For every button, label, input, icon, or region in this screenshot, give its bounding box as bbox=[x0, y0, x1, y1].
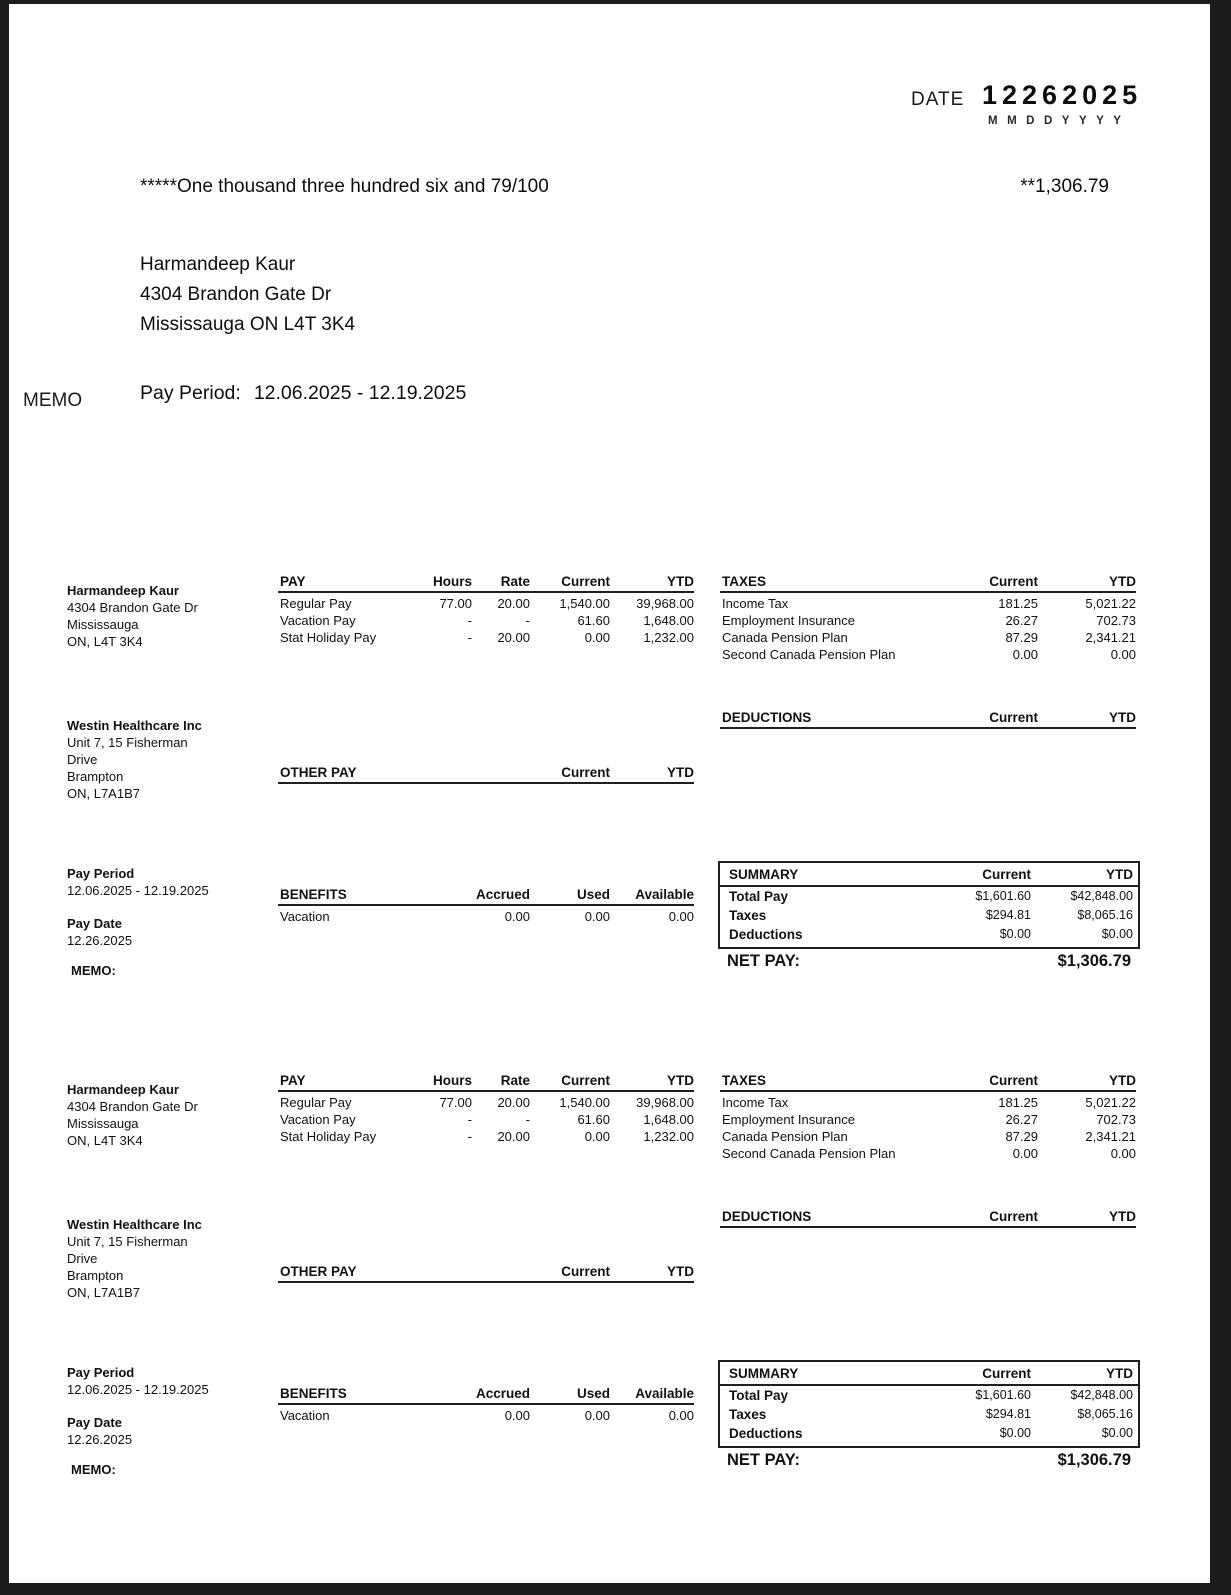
col-available: Available bbox=[635, 1386, 694, 1401]
pay-table bbox=[278, 1073, 694, 1145]
col-used: Used bbox=[576, 1386, 610, 1401]
taxes-table bbox=[720, 574, 1136, 663]
col-current: Current bbox=[989, 1209, 1038, 1224]
col-used: Used bbox=[576, 887, 610, 902]
net-pay-value: $1,306.79 bbox=[1057, 952, 1131, 970]
employer-street: Unit 7, 15 Fisherman bbox=[67, 735, 188, 750]
memo-label: MEMO bbox=[23, 390, 83, 411]
taxes-table-header bbox=[720, 1073, 1136, 1092]
pay-table-title: PAY bbox=[280, 574, 306, 589]
col-hours: Hours bbox=[432, 574, 472, 589]
benefits-table-title: BENEFITS bbox=[280, 887, 347, 902]
pay-table-title: PAY bbox=[280, 1073, 306, 1088]
col-current: Current bbox=[989, 710, 1038, 725]
table-row: Vacation 0.00 0.00 0.00 bbox=[280, 1408, 694, 1423]
stub-pay-period-label: Pay Period bbox=[67, 1365, 135, 1380]
table-row: Canada Pension Plan 87.29 2,341.21 bbox=[722, 1129, 1136, 1144]
summary-table bbox=[718, 861, 1140, 949]
other-pay-table bbox=[278, 765, 694, 784]
stub-employee-address bbox=[67, 1081, 198, 1149]
employee-city: Mississauga bbox=[67, 617, 139, 632]
stub-employer-address bbox=[67, 717, 202, 802]
employer-province: ON, L7A1B7 bbox=[67, 786, 140, 801]
deductions-table bbox=[720, 1209, 1136, 1228]
col-accrued: Accrued bbox=[475, 887, 530, 902]
table-row: Vacation Pay - - 61.60 1,648.00 bbox=[280, 613, 694, 628]
table-row: Income Tax 181.25 5,021.22 bbox=[722, 1095, 1136, 1110]
col-current: Current bbox=[989, 574, 1038, 589]
date-label: DATE bbox=[911, 89, 965, 110]
pay-table bbox=[278, 574, 694, 646]
employee-city: Mississauga bbox=[67, 1116, 139, 1131]
stub-pay-date-value: 12.26.2025 bbox=[67, 1432, 133, 1447]
net-pay-row bbox=[718, 952, 1136, 971]
amount-numeric: **1,306.79 bbox=[1020, 176, 1109, 197]
col-current: Current bbox=[982, 1366, 1031, 1381]
summary-title: SUMMARY bbox=[729, 1366, 799, 1381]
col-ytd: YTD bbox=[1106, 867, 1133, 882]
table-row: Stat Holiday Pay - 20.00 0.00 1,232.00 bbox=[280, 1129, 694, 1144]
pay-stub bbox=[0, 560, 1231, 990]
amount-in-words: *****One thousand three hundred six and 79/100 bbox=[140, 176, 549, 197]
table-row: Canada Pension Plan 87.29 2,341.21 bbox=[722, 630, 1136, 645]
payee-name: Harmandeep Kaur bbox=[140, 254, 296, 275]
deductions-table-title: DEDUCTIONS bbox=[722, 710, 812, 725]
summary-row-deductions: Deductions $0.00 $0.00 bbox=[729, 1426, 1133, 1441]
net-pay-value: $1,306.79 bbox=[1057, 1451, 1131, 1469]
col-current: Current bbox=[561, 1073, 610, 1088]
employer-street: Unit 7, 15 Fisherman bbox=[67, 1234, 188, 1249]
payee-city: Mississauga ON L4T 3K4 bbox=[140, 314, 356, 335]
benefits-table-title: BENEFITS bbox=[280, 1386, 347, 1401]
pay-table-header bbox=[278, 1073, 694, 1092]
col-current: Current bbox=[982, 867, 1031, 882]
employer-city: Brampton bbox=[67, 1268, 124, 1283]
net-pay-label: NET PAY: bbox=[727, 952, 801, 970]
col-current: Current bbox=[989, 1073, 1038, 1088]
pay-period-label: Pay Period: bbox=[140, 382, 241, 404]
net-pay-label: NET PAY: bbox=[727, 1451, 801, 1469]
col-rate: Rate bbox=[500, 1073, 530, 1088]
taxes-table-title: TAXES bbox=[722, 574, 767, 589]
table-row: Regular Pay 77.00 20.00 1,540.00 39,968.00 bbox=[280, 1095, 694, 1110]
table-row: Second Canada Pension Plan 0.00 0.00 bbox=[722, 1146, 1136, 1161]
other-pay-table-title: OTHER PAY bbox=[280, 1264, 357, 1279]
col-ytd: YTD bbox=[1109, 710, 1136, 725]
date-format-mask: MMDDYYYY bbox=[988, 115, 1131, 127]
employee-name: Harmandeep Kaur bbox=[67, 1082, 179, 1097]
summary-row-taxes: Taxes $294.81 $8,065.16 bbox=[729, 1407, 1133, 1422]
stub-employee-address bbox=[67, 582, 198, 650]
net-pay-row bbox=[718, 1451, 1136, 1470]
stub-pay-period-value: 12.06.2025 - 12.19.2025 bbox=[67, 1382, 209, 1397]
employer-city: Brampton bbox=[67, 769, 124, 784]
col-available: Available bbox=[635, 887, 694, 902]
stub-pay-date-label: Pay Date bbox=[67, 1415, 122, 1430]
deductions-table-header bbox=[720, 1209, 1136, 1228]
summary-title: SUMMARY bbox=[729, 867, 799, 882]
stub-employer-address bbox=[67, 1216, 202, 1301]
pay-period-line bbox=[140, 382, 466, 405]
table-row: Employment Insurance 26.27 702.73 bbox=[722, 613, 1136, 628]
payee-street: 4304 Brandon Gate Dr bbox=[140, 284, 332, 305]
col-ytd: YTD bbox=[667, 1073, 694, 1088]
col-rate: Rate bbox=[500, 574, 530, 589]
col-ytd: YTD bbox=[667, 1264, 694, 1279]
date-value: 12262025 bbox=[982, 80, 1143, 110]
pay-stub bbox=[0, 1059, 1231, 1489]
employee-province: ON, L4T 3K4 bbox=[67, 634, 143, 649]
taxes-table-title: TAXES bbox=[722, 1073, 767, 1088]
employee-province: ON, L4T 3K4 bbox=[67, 1133, 143, 1148]
other-pay-table-header bbox=[278, 765, 694, 784]
col-ytd: YTD bbox=[1109, 1209, 1136, 1224]
stub-memo-label: MEMO: bbox=[71, 963, 116, 978]
col-ytd: YTD bbox=[1106, 1366, 1133, 1381]
stub-pay-date-value: 12.26.2025 bbox=[67, 933, 133, 948]
employee-street: 4304 Brandon Gate Dr bbox=[67, 600, 198, 615]
deductions-table-title: DEDUCTIONS bbox=[722, 1209, 812, 1224]
stub-period-block bbox=[67, 1364, 209, 1478]
stub-memo-label: MEMO: bbox=[71, 1462, 116, 1477]
summary-header bbox=[720, 1362, 1138, 1386]
stub-pay-period-label: Pay Period bbox=[67, 866, 135, 881]
summary-header bbox=[720, 863, 1138, 887]
table-row: Vacation 0.00 0.00 0.00 bbox=[280, 909, 694, 924]
payee-address-block bbox=[140, 250, 355, 340]
pay-period-value: 12.06.2025 - 12.19.2025 bbox=[253, 382, 467, 404]
summary-row-taxes: Taxes $294.81 $8,065.16 bbox=[729, 908, 1133, 923]
employee-name: Harmandeep Kaur bbox=[67, 583, 179, 598]
table-row: Employment Insurance 26.27 702.73 bbox=[722, 1112, 1136, 1127]
summary-row-total-pay: Total Pay $1,601.60 $42,848.00 bbox=[729, 1388, 1133, 1403]
col-current: Current bbox=[561, 765, 610, 780]
employer-province: ON, L7A1B7 bbox=[67, 1285, 140, 1300]
table-row: Income Tax 181.25 5,021.22 bbox=[722, 596, 1136, 611]
stub-period-block bbox=[67, 865, 209, 979]
table-row: Regular Pay 77.00 20.00 1,540.00 39,968.00 bbox=[280, 596, 694, 611]
deductions-table-header bbox=[720, 710, 1136, 729]
col-ytd: YTD bbox=[1109, 574, 1136, 589]
other-pay-table-header bbox=[278, 1264, 694, 1283]
employer-street-2: Drive bbox=[67, 1251, 98, 1266]
employer-name: Westin Healthcare Inc bbox=[67, 718, 202, 733]
col-ytd: YTD bbox=[667, 574, 694, 589]
benefits-table bbox=[278, 887, 694, 925]
table-row: Vacation Pay - - 61.60 1,648.00 bbox=[280, 1112, 694, 1127]
col-current: Current bbox=[561, 1264, 610, 1279]
employee-street: 4304 Brandon Gate Dr bbox=[67, 1099, 198, 1114]
col-current: Current bbox=[561, 574, 610, 589]
benefits-table-header bbox=[278, 1386, 694, 1405]
pay-table-header bbox=[278, 574, 694, 593]
benefits-table-header bbox=[278, 887, 694, 906]
stub-pay-period-value: 12.06.2025 - 12.19.2025 bbox=[67, 883, 209, 898]
stub-pay-date-label: Pay Date bbox=[67, 916, 122, 931]
col-ytd: YTD bbox=[1109, 1073, 1136, 1088]
taxes-table-header bbox=[720, 574, 1136, 593]
col-ytd: YTD bbox=[667, 765, 694, 780]
col-accrued: Accrued bbox=[475, 1386, 530, 1401]
table-row: Second Canada Pension Plan 0.00 0.00 bbox=[722, 647, 1136, 662]
table-row: Stat Holiday Pay - 20.00 0.00 1,232.00 bbox=[280, 630, 694, 645]
employer-street-2: Drive bbox=[67, 752, 98, 767]
col-hours: Hours bbox=[432, 1073, 472, 1088]
deductions-table bbox=[720, 710, 1136, 729]
employer-name: Westin Healthcare Inc bbox=[67, 1217, 202, 1232]
summary-table bbox=[718, 1360, 1140, 1448]
other-pay-table-title: OTHER PAY bbox=[280, 765, 357, 780]
benefits-table bbox=[278, 1386, 694, 1424]
summary-row-total-pay: Total Pay $1,601.60 $42,848.00 bbox=[729, 889, 1133, 904]
other-pay-table bbox=[278, 1264, 694, 1283]
summary-row-deductions: Deductions $0.00 $0.00 bbox=[729, 927, 1133, 942]
taxes-table bbox=[720, 1073, 1136, 1162]
